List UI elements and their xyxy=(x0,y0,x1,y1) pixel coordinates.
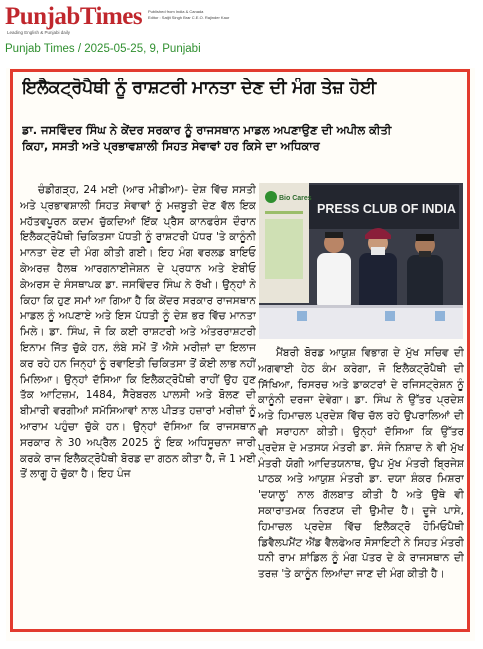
logo-word-punjab: Punjab xyxy=(5,3,80,30)
standee-panel xyxy=(265,219,303,279)
article-body-left-text: ਚੰਡੀਗੜ੍ਹ, 24 ਮਈ (ਆਰ ਮੀਡੀਆ)- ਦੇਸ਼ ਵਿੱਚ ਸਸਤੀ ਅਤੇ ਪ੍ਰਭਾਵਸ਼ਾਲੀ ਸਿਹਤ ਸੇਵਾਵਾਂ ਨੂੰ ਮਜ਼ਬੂਤੀ ਦੇਣ ਵੱਲ ਇਕ ਮਹੱਤਵਪੂਰਨ ਕਦਮ ਚੁੱਕਦਿਆਂ ਇੱਕ ਪ੍ਰੈਸ ਕਾਨਫਰੰਸ ਦੌਰਾਨ ਇਲੈਕਟ੍ਰੋਪੈਥੀ ਚਿਕਿਤਸਾ ਪੱਧਤੀ ਨੂੰ ਰਾਸ਼ਟਰੀ ਪੱਧਰ 'ਤੇ ਕਾਨੂੰਨੀ ਮਾਨਤਾ ਦੇਣ ਦੀ ਮੰਗ ਕੀਤੀ ਗਈ। ਇਹ ਮੰਗ ਵਰਲਡ ਬਾਇਓ ਕੇਅਰਜ਼ ਹੈਲਥ ਆਰਗਨਾਈਜੇਸ਼ਨ ਦੇ ਪ੍ਰਧਾਨ ਅਤੇ ਏਬੀਓ ਕੇਅਰਸ ਦੇ ਸੰਸਥਾਪਕ ਡਾ. ਜਸਵਿੰਦਰ ਸਿੰਘ ਨੇ ਰੱਖੀ। ਉਨ੍ਹਾਂ ਨੇ ਕਿਹਾ ਕਿ ਹੁਣ ਸਮਾਂ ਆ ਗਿਆ ਹੈ ਕਿ ਕੇਂਦਰ ਸਰਕਾਰ ਰਾਜਸਥਾਨ ਮਾਡਲ ਨੂੰ ਅਪਣਾਏ ਅਤੇ ਇਸ ਪੱਧਤੀ ਨੂੰ ਦੇਸ਼ ਭਰ ਵਿੱਚ ਮਾਨਤਾ ਮਿਲੇ। ਡਾ. ਸਿੰਘ, ਜੋ ਕਿ ਕਈ ਰਾਸ਼ਟਰੀ ਅਤੇ ਅੰਤਰਰਾਸ਼ਟਰੀ ਇਨਾਮ ਜਿੱਤ ਚੁੱਕੇ ਹਨ, ਲੰਬੇ ਸਮੇਂ ਤੋਂ ਐਸੇ ਮਰੀਜ਼ਾਂ ਦਾ ਇਲਾਜ ਕਰ ਰਹੇ ਹਨ ਜਿਨ੍ਹਾਂ ਨੂੰ ਰਵਾਇਤੀ ਚਿਕਿਤਸਾ ਤੋਂ ਕੋਈ ਲਾਭ ਨਹੀਂ ਮਿਲਿਆ। ਉਨ੍ਹਾਂ ਦੱਸਿਆ ਕਿ ਇਲੈਕਟ੍ਰੋਪੈਥੀ ਰਾਹੀਂ ਉਹ ਹੁਣ ਤੱਕ ਆਟਿਜ਼ਮ, 1484, ਸੈਰੇਬਰਲ ਪਾਲਸੀ ਅਤੇ ਬੋਲਣ ਦੀ ਬੀਮਾਰੀ ਵਰਗੀਆਂ ਸਮੱਸਿਆਵਾਂ ਨਾਲ ਪੀੜਤ ਹਜ਼ਾਰਾਂ ਮਰੀਜ਼ਾਂ ਨੂੰ ਆਰਾਮ ਪਹੁੰਚਾ ਚੁੱਕੇ ਹਨ। ਉਨ੍ਹਾਂ ਦੱਸਿਆ ਕਿ ਰਾਜਸਥਾਨ ਸਰਕਾਰ ਨੇ 30 ਅਪ੍ਰੈਲ 2025 ਨੂੰ ਇਕ ਅਧਿਸੂਚਨਾ ਜਾਰੀ ਕਰਕੇ ਰਾਜ ਇਲੈਕਟ੍ਰੋਪੈਥੀ ਬੋਰਡ ਦਾ ਗਠਨ ਕੀਤਾ ਹੈ, ਜੋ 1 ਮਈ ਤੋਂ ਲਾਗੂ ਹੋ ਚੁੱਕਾ ਹੈ। ਇਹ ਪੰਜ xyxy=(20,184,256,481)
punjab-times-logo[interactable] xyxy=(5,2,230,38)
logo-meta-line2: Editor : Satjit Singh Brar C.E.O. Rajinder Kaur xyxy=(148,15,230,20)
press-conference-photo xyxy=(259,183,463,339)
photo-glass-3 xyxy=(435,311,445,321)
article-body-left-column xyxy=(20,183,256,603)
article-subhead xyxy=(22,122,462,154)
logo-word-times: Times xyxy=(79,3,143,30)
standee-stripe xyxy=(265,211,303,214)
logo-tagline: Leading English & Punjabi daily xyxy=(7,30,71,35)
photo-glass-2 xyxy=(385,311,395,321)
logo-wordmark xyxy=(5,2,142,32)
photo-table-edge xyxy=(259,305,463,308)
subhead-line-1: ਡਾ. ਜਸਵਿੰਦਰ ਸਿੰਘ ਨੇ ਕੇਂਦਰ ਸਰਕਾਰ ਨੂੰ ਰਾਜਸਥਾਨ ਮਾਡਲ ਅਪਣਾਉਣ ਦੀ ਅਪੀਲ ਕੀਤੀ xyxy=(22,123,392,137)
edition-caption: Punjab Times / 2025-05-25, 9, Punjabi xyxy=(5,43,201,55)
standee-logo-icon xyxy=(265,191,277,203)
logo-meta-line1: Published from India & Canada xyxy=(148,9,204,14)
article-body-right-column xyxy=(258,346,464,606)
subhead-line-2: ਕਿਹਾ, ਸਸਤੀ ਅਤੇ ਪ੍ਰਭਾਵਸ਼ਾਲੀ ਸਿਹਤ ਸੇਵਾਵਾਂ ਹਰ ਕਿਸੇ ਦਾ ਅਧਿਕਾਰ xyxy=(22,139,320,153)
article-headline: ਇਲੈਕਟ੍ਰੋਪੈਥੀ ਨੂੰ ਰਾਸ਼ਟਰੀ ਮਾਨਤਾ ਦੇਣ ਦੀ ਮੰਗ ਤੇਜ਼ ਹੋਈ xyxy=(22,78,377,98)
photo-table xyxy=(259,305,463,339)
article-body-right-text: ਮੈਂਬਰੀ ਬੋਰਡ ਆਯੁਸ਼ ਵਿਭਾਗ ਦੇ ਮੁੱਖ ਸਚਿਵ ਦੀ ਅਗਵਾਈ ਹੇਠ ਕੰਮ ਕਰੇਗਾ, ਜੋ ਇਲੈਕਟ੍ਰੋਪੈਥੀ ਦੀ ਸਿੱਖਿਆ, ਰਿਸਰਚ ਅਤੇ ਡਾਕਟਰਾਂ ਦੇ ਰਜਿਸਟ੍ਰੇਸ਼ਨ ਨੂੰ ਕਾਨੂੰਨੀ ਦਰਜਾ ਦੇਵੇਗਾ। ਡਾ. ਸਿੰਘ ਨੇ ਉੱਤਰ ਪ੍ਰਦੇਸ਼ ਅਤੇ ਹਿਮਾਚਲ ਪ੍ਰਦੇਸ਼ ਵਿੱਚ ਚੱਲ ਰਹੇ ਉਪਰਾਲਿਆਂ ਦੀ ਵੀ ਸਰਾਹਨਾ ਕੀਤੀ। ਉਨ੍ਹਾਂ ਦੱਸਿਆ ਕਿ ਉੱਤਰ ਪ੍ਰਦੇਸ਼ ਦੇ ਮਤਸਯ ਮੰਤਰੀ ਡਾ. ਸੰਜੇ ਨਿਸ਼ਾਦ ਨੇ ਵੀ ਮੁੱਖ ਮੰਤਰੀ ਯੋਗੀ ਆਦਿਤਯਨਾਥ, ਉਪ ਮੁੱਖ ਮੰਤਰੀ ਬ੍ਰਿਜੇਸ਼ ਪਾਠਕ ਅਤੇ ਆਯੁਸ਼ ਮੰਤਰੀ ਡਾ. ਦਯਾ ਸ਼ੰਕਰ ਮਿਸ਼ਰਾ 'ਦਯਾਲੂ' ਨਾਲ ਗੱਲਬਾਤ ਕੀਤੀ ਹੈ ਅਤੇ ਉਥੇ ਵੀ ਸਕਾਰਾਤਮਕ ਨਿਰਣਯ ਦੀ ਉਮੀਦ ਹੈ। ਦੂਜੇ ਪਾਸੇ, ਹਿਮਾਚਲ ਪ੍ਰਦੇਸ਼ ਵਿੱਚ ਇਲੈਕਟ੍ਰੋ ਹੋਮਿਓਪੈਥੀ ਡਿਵੈਲਪਮੈਂਟ ਐਂਡ ਵੈਲਫੇਅਰ ਸੋਸਾਇਟੀ ਨੇ ਸਿਹਤ ਮੰਤਰੀ ਧਨੀ ਰਾਮ ਸ਼ਾਂਡਿਲ ਨੂੰ ਮੰਗ ਪੱਤਰ ਦੇ ਕੇ ਰਾਜਸਥਾਨ ਦੀ ਤਰਜ਼ 'ਤੇ ਕਾਨੂੰਨ ਲਿਆਂਦਾ ਜਾਣ ਦੀ ਮੰਗ ਕੀਤੀ ਹੈ। xyxy=(258,347,464,581)
photo-glass-1 xyxy=(297,311,307,321)
logo-meta xyxy=(148,9,229,21)
photo-banner-text: PRESS CLUB OF INDIA xyxy=(317,202,456,216)
photo-standee-text: Bio Cares xyxy=(279,195,312,202)
press-conference-photo-graphic xyxy=(259,183,463,339)
masthead xyxy=(0,0,483,40)
